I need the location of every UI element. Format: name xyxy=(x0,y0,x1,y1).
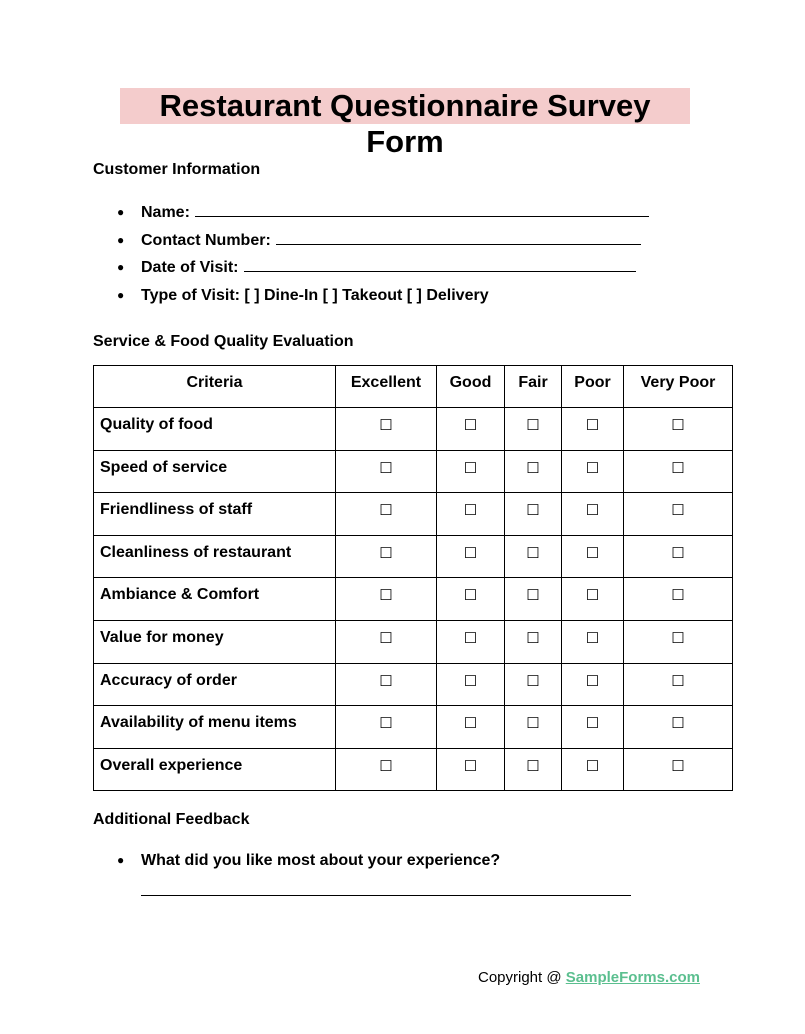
criteria-label: Speed of service xyxy=(94,450,336,493)
rating-checkbox-very-poor[interactable]: ☐ xyxy=(624,706,733,749)
rating-checkbox-very-poor[interactable]: ☐ xyxy=(624,535,733,578)
rating-checkbox-excellent[interactable]: ☐ xyxy=(336,663,437,706)
criteria-label: Overall experience xyxy=(94,748,336,791)
rating-checkbox-good[interactable]: ☐ xyxy=(437,408,505,451)
table-row xyxy=(94,706,733,749)
rating-checkbox-poor[interactable]: ☐ xyxy=(562,578,624,621)
rating-checkbox-poor[interactable]: ☐ xyxy=(562,663,624,706)
rating-checkbox-excellent[interactable]: ☐ xyxy=(336,620,437,663)
feedback-question xyxy=(93,847,500,875)
contact-blank[interactable] xyxy=(276,230,641,245)
copyright-text: Copyright @ xyxy=(478,969,566,986)
rating-checkbox-very-poor[interactable]: ☐ xyxy=(624,408,733,451)
rating-checkbox-excellent[interactable]: ☐ xyxy=(336,706,437,749)
rating-checkbox-good[interactable]: ☐ xyxy=(437,620,505,663)
field-label: ● Name: xyxy=(141,204,190,221)
table-row xyxy=(94,450,733,493)
rating-checkbox-poor[interactable]: ☐ xyxy=(562,535,624,578)
rating-checkbox-good[interactable]: ☐ xyxy=(437,578,505,621)
criteria-label: Cleanliness of restaurant xyxy=(94,535,336,578)
column-header: Criteria xyxy=(94,366,336,408)
rating-checkbox-good[interactable]: ☐ xyxy=(437,706,505,749)
section-heading-customer: Customer Information xyxy=(93,161,261,178)
rating-checkbox-fair[interactable]: ☐ xyxy=(505,493,562,536)
customer-fields xyxy=(93,199,649,310)
feedback-answer-line[interactable] xyxy=(141,895,631,896)
rating-checkbox-good[interactable]: ☐ xyxy=(437,450,505,493)
criteria-label: Quality of food xyxy=(94,408,336,451)
rating-checkbox-very-poor[interactable]: ☐ xyxy=(624,450,733,493)
table-row xyxy=(94,663,733,706)
rating-checkbox-poor[interactable]: ☐ xyxy=(562,620,624,663)
table-row xyxy=(94,578,733,621)
column-header: Good xyxy=(437,366,505,408)
rating-checkbox-excellent[interactable]: ☐ xyxy=(336,493,437,536)
feedback-list xyxy=(93,847,500,875)
name-blank[interactable] xyxy=(195,202,649,217)
table-row xyxy=(94,408,733,451)
rating-checkbox-very-poor[interactable]: ☐ xyxy=(624,663,733,706)
criteria-label: Value for money xyxy=(94,620,336,663)
rating-checkbox-poor[interactable]: ☐ xyxy=(562,450,624,493)
section-heading-feedback: Additional Feedback xyxy=(93,811,250,828)
rating-checkbox-poor[interactable]: ☐ xyxy=(562,408,624,451)
rating-checkbox-very-poor[interactable]: ☐ xyxy=(624,748,733,791)
criteria-label: Accuracy of order xyxy=(94,663,336,706)
page-title: Restaurant Questionnaire Survey Form xyxy=(120,88,690,124)
rating-checkbox-very-poor[interactable]: ☐ xyxy=(624,493,733,536)
date-field[interactable] xyxy=(93,254,649,282)
column-header: Excellent xyxy=(336,366,437,408)
rating-checkbox-excellent[interactable]: ☐ xyxy=(336,748,437,791)
question-label: ● What did you like most about your experience? xyxy=(141,852,501,869)
rating-checkbox-fair[interactable]: ☐ xyxy=(505,706,562,749)
rating-checkbox-very-poor[interactable]: ☐ xyxy=(624,578,733,621)
copyright xyxy=(478,969,700,986)
rating-checkbox-fair[interactable]: ☐ xyxy=(505,450,562,493)
rating-checkbox-good[interactable]: ☐ xyxy=(437,663,505,706)
table-row xyxy=(94,748,733,791)
table-row xyxy=(94,620,733,663)
rating-checkbox-poor[interactable]: ☐ xyxy=(562,493,624,536)
rating-checkbox-good[interactable]: ☐ xyxy=(437,535,505,578)
rating-checkbox-poor[interactable]: ☐ xyxy=(562,706,624,749)
name-field[interactable] xyxy=(93,199,649,227)
rating-checkbox-fair[interactable]: ☐ xyxy=(505,578,562,621)
rating-checkbox-excellent[interactable]: ☐ xyxy=(336,535,437,578)
field-label: ● Contact Number: xyxy=(141,231,271,249)
criteria-label: Ambiance & Comfort xyxy=(94,578,336,621)
visit-type-field[interactable] xyxy=(93,282,649,310)
rating-checkbox-excellent[interactable]: ☐ xyxy=(336,408,437,451)
criteria-label: Friendliness of staff xyxy=(94,493,336,536)
criteria-label: Availability of menu items xyxy=(94,706,336,749)
column-header: Very Poor xyxy=(624,366,733,408)
rating-checkbox-good[interactable]: ☐ xyxy=(437,748,505,791)
rating-checkbox-fair[interactable]: ☐ xyxy=(505,663,562,706)
rating-checkbox-excellent[interactable]: ☐ xyxy=(336,450,437,493)
sampleforms-link[interactable]: SampleForms.com xyxy=(565,969,700,986)
contact-field[interactable] xyxy=(93,227,649,255)
rating-checkbox-fair[interactable]: ☐ xyxy=(505,535,562,578)
field-label: ● Date of Visit: xyxy=(141,259,239,277)
rating-checkbox-very-poor[interactable]: ☐ xyxy=(624,620,733,663)
rating-checkbox-excellent[interactable]: ☐ xyxy=(336,578,437,621)
rating-checkbox-poor[interactable]: ☐ xyxy=(562,748,624,791)
column-header: Fair xyxy=(505,366,562,408)
date-blank[interactable] xyxy=(244,257,636,272)
rating-checkbox-fair[interactable]: ☐ xyxy=(505,620,562,663)
table-row xyxy=(94,493,733,536)
section-heading-evaluation: Service & Food Quality Evaluation xyxy=(93,333,354,350)
rating-checkbox-good[interactable]: ☐ xyxy=(437,493,505,536)
evaluation-table xyxy=(93,365,733,791)
table-row xyxy=(94,535,733,578)
rating-checkbox-fair[interactable]: ☐ xyxy=(505,408,562,451)
field-label: ● Type of Visit: [ ] Dine-In [ ] Takeout [ ] Delivery xyxy=(141,287,489,305)
column-header: Poor xyxy=(562,366,624,408)
rating-checkbox-fair[interactable]: ☐ xyxy=(505,748,562,791)
